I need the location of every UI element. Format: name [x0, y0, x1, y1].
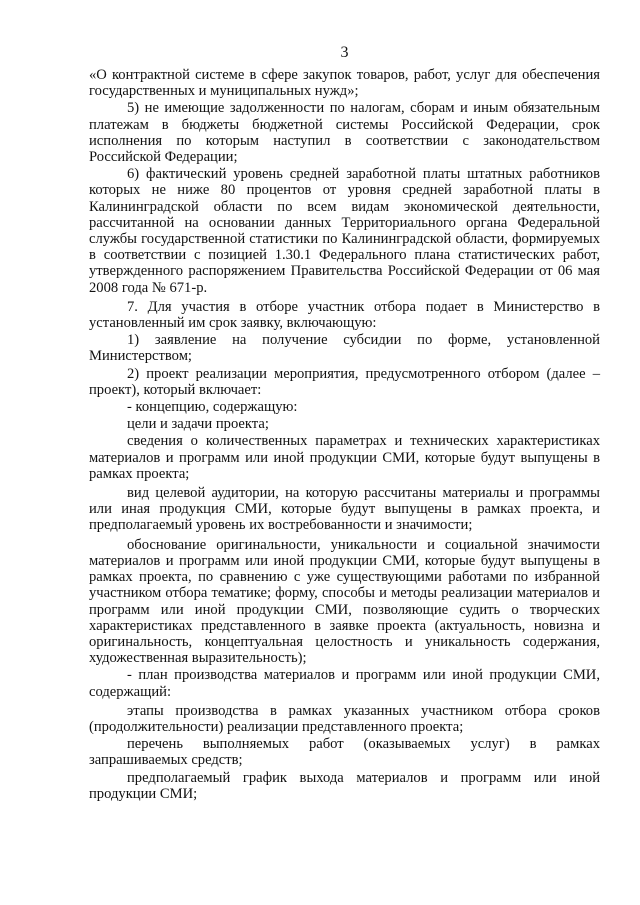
paragraph-item-5-no-debts: 5) не имеющие задолженности по налогам, сборам и иным обязательным платежам в бюджеты бюджетной системы Российской Федерации, срок исполнения по которым наступил в соответствии с законодательством Российской Федерации;: [89, 100, 600, 166]
paragraph-concept-header: - концепцию, содержащую:: [127, 399, 298, 416]
paragraph-release-schedule: предполагаемый график выхода материалов и программ или иной продукции СМИ;: [89, 769, 600, 802]
paragraph-item-1-statement: 1) заявление на получение субсидии по форме, установленной Министерством;: [89, 332, 600, 365]
paragraph-item-6-salary-level: 6) фактический уровень средней заработной платы штатных работников которых не ниже 80 процентов от уровня средней заработной платы в Калининградской области по всем видам экономической деятельности, рассчитанной на основании данных Территориального органа Федеральной службы государственной статистики по Калининградской области, формируемых в соответствии с позицией 1.30.1 Федерального плана статистических работ, утвержденного распоряжением Правительства Российской Федерации от 06 мая 2008 года № 671-р.: [89, 166, 600, 296]
paragraph-law-title-continuation: «О контрактной системе в сфере закупок товаров, работ, услуг для обеспечения государственных и муниципальных нужд»;: [89, 67, 600, 100]
paragraph-section-7-application: 7. Для участия в отборе участник отбора подает в Министерство в установленный им срок заявку, включающую:: [89, 298, 600, 332]
paragraph-production-plan-header: - план производства материалов и программ или иной продукции СМИ, содержащий:: [89, 667, 600, 700]
page-number: 3: [340, 44, 349, 61]
paragraph-quantitative-parameters: сведения о количественных параметрах и технических характеристиках материалов и программ или иной продукции СМИ, которые будут выпущены в рамках проекта;: [89, 433, 600, 482]
paragraph-works-list: перечень выполняемых работ (оказываемых услуг) в рамках запрашиваемых средств;: [89, 736, 600, 769]
paragraph-originality-justification: обоснование оригинальности, уникальности и социальной значимости материалов и программ или иной продукции СМИ, которые будут выпущены в рамках проекта, по сравнению с уже существующими работами по избранной участником отбора тематике; форму, способы и методы реализации материалов и программ или иной продукции СМИ, позволяющие судить о творческих характеристиках представленного в заявке проекта (актуальность, новизна и оригинальность, концептуальная целостность и уникальность содержания, художественная выразительность);: [89, 536, 600, 667]
paragraph-production-stages: этапы производства в рамках указанных участником отбора сроков (продолжительности) реализации представленного проекта;: [89, 702, 600, 735]
paragraph-goals: цели и задачи проекта;: [127, 416, 269, 433]
paragraph-target-audience: вид целевой аудитории, на которую рассчитаны материалы и программы или иная продукция СМИ, которые будут выпущены в рамках проекта, и предполагаемый уровень их востребованности и значимости;: [89, 485, 600, 534]
paragraph-item-2-project: 2) проект реализации мероприятия, предусмотренного отбором (далее – проект), который включает:: [89, 365, 600, 398]
